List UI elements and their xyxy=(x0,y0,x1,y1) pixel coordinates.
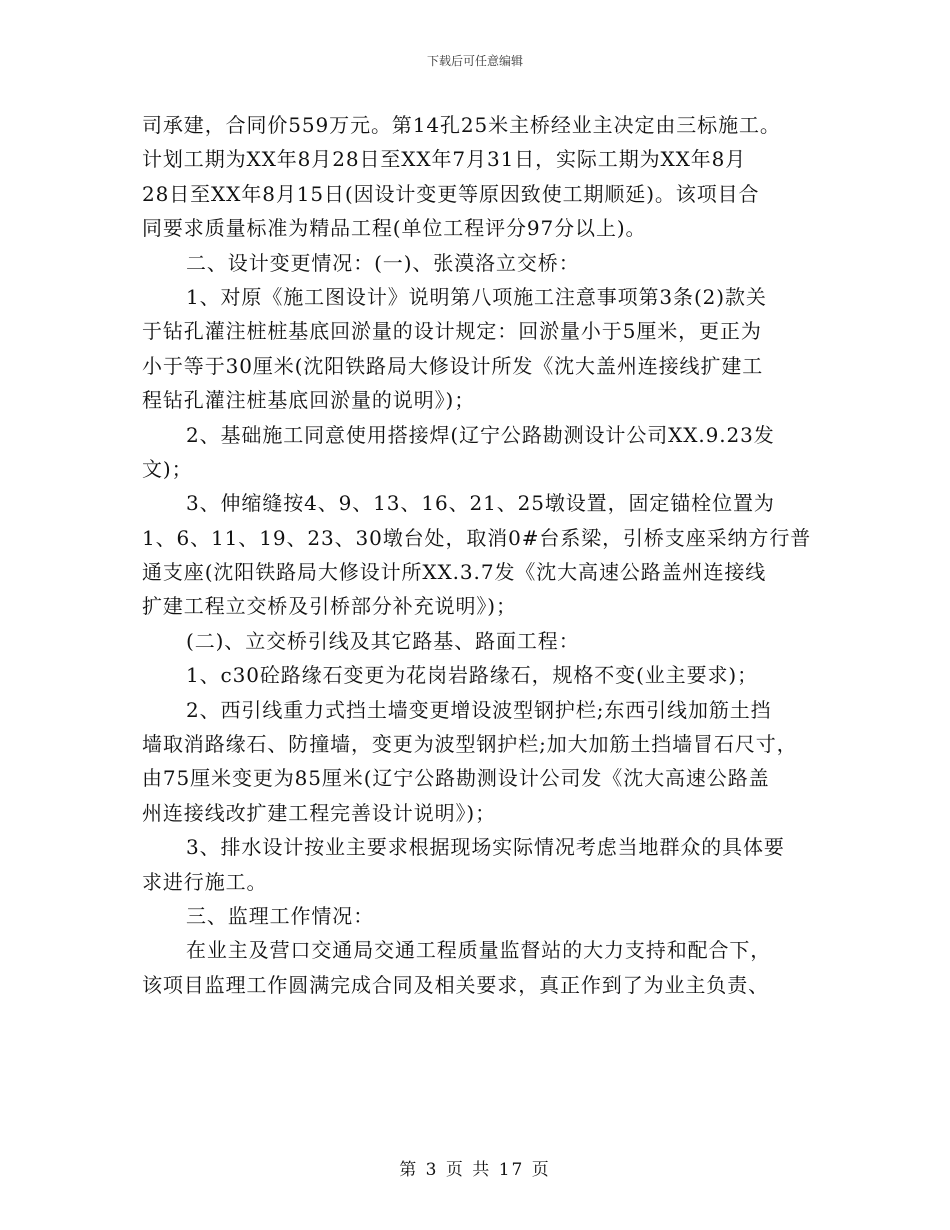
text-line: 1、c30砼路缘石变更为花岗岩路缘石，规格不变(业主要求)； xyxy=(186,663,758,688)
text-line: 小于等于30厘米(沈阳铁路局大修设计所发《沈大盖州连接线扩建工 xyxy=(142,353,764,378)
text-line: 2、西引线重力式挡土墙变更增设波型钢护栏;东西引线加筋土挡 xyxy=(186,697,772,722)
text-line: 文)； xyxy=(142,456,193,481)
text-line: 3、排水设计按业主要求根据现场实际情况考虑当地群众的具体要 xyxy=(186,835,785,860)
text-line: 同要求质量标准为精品工程(单位工程评分97分以上)。 xyxy=(142,216,647,241)
text-line: 州连接线改扩建工程完善设计说明》)； xyxy=(142,800,497,825)
text-line: 28日至XX年8月15日(因设计变更等原因致使工期顺延)。该项目合 xyxy=(142,181,760,206)
document-body xyxy=(142,108,818,1002)
text-line: 计划工期为XX年8月28日至XX年7月31日，实际工期为XX年8月 xyxy=(142,147,747,172)
text-line: 由75厘米变更为85厘米(辽宁公路勘测设计公司发《沈大高速公路盖 xyxy=(142,766,770,791)
page-header: 下载后可任意编辑 xyxy=(426,54,523,68)
text-line: 在业主及营口交通局交通工程质量监督站的大力支持和配合下， xyxy=(186,938,772,963)
text-line: 该项目监理工作圆满完成合同及相关要求，真正作到了为业主负责、 xyxy=(142,972,769,997)
section-heading: (二)、立交桥引线及其它路基、路面工程： xyxy=(186,628,580,653)
text-line: 求进行施工。 xyxy=(142,869,268,894)
text-line: 于钻孔灌注桩桩基底回淤量的设计规定：回淤量小于5厘米，更正为 xyxy=(142,319,762,344)
text-line: 通支座(沈阳铁路局大修设计所XX.3.7发《沈大高速公路盖州连接线 xyxy=(142,560,767,585)
page-number: 第 3 页 共 17 页 xyxy=(399,1160,551,1180)
text-line: 1、6、11、19、23、30墩台处，取消0#台系梁，引桥支座采纳方行普 xyxy=(142,525,812,550)
text-line: 扩建工程立交桥及引桥部分补充说明》)； xyxy=(142,594,517,619)
section-heading: 三、监理工作情况： xyxy=(186,903,375,928)
text-line: 墙取消路缘石、防撞墙，变更为波型钢护栏;加大加筋土挡墙冒石尺寸， xyxy=(142,732,798,757)
text-line: 2、基础施工同意使用搭接焊(辽宁公路勘测设计公司XX.9.23发 xyxy=(186,422,775,447)
text-line: 司承建，合同价559万元。第14孔25米主桥经业主决定由三标施工。 xyxy=(142,113,781,137)
text-line: 1、对原《施工图设计》说明第八项施工注意事项第3条(2)款关 xyxy=(186,284,767,309)
text-line: 3、伸缩缝按4、9、13、16、21、25墩设置，固定锚栓位置为 xyxy=(186,491,775,516)
text-line: 程钻孔灌注桩基底回淤量的说明》)； xyxy=(142,388,476,413)
section-heading: 二、设计变更情况：(一)、张漠洛立交桥： xyxy=(186,250,580,275)
